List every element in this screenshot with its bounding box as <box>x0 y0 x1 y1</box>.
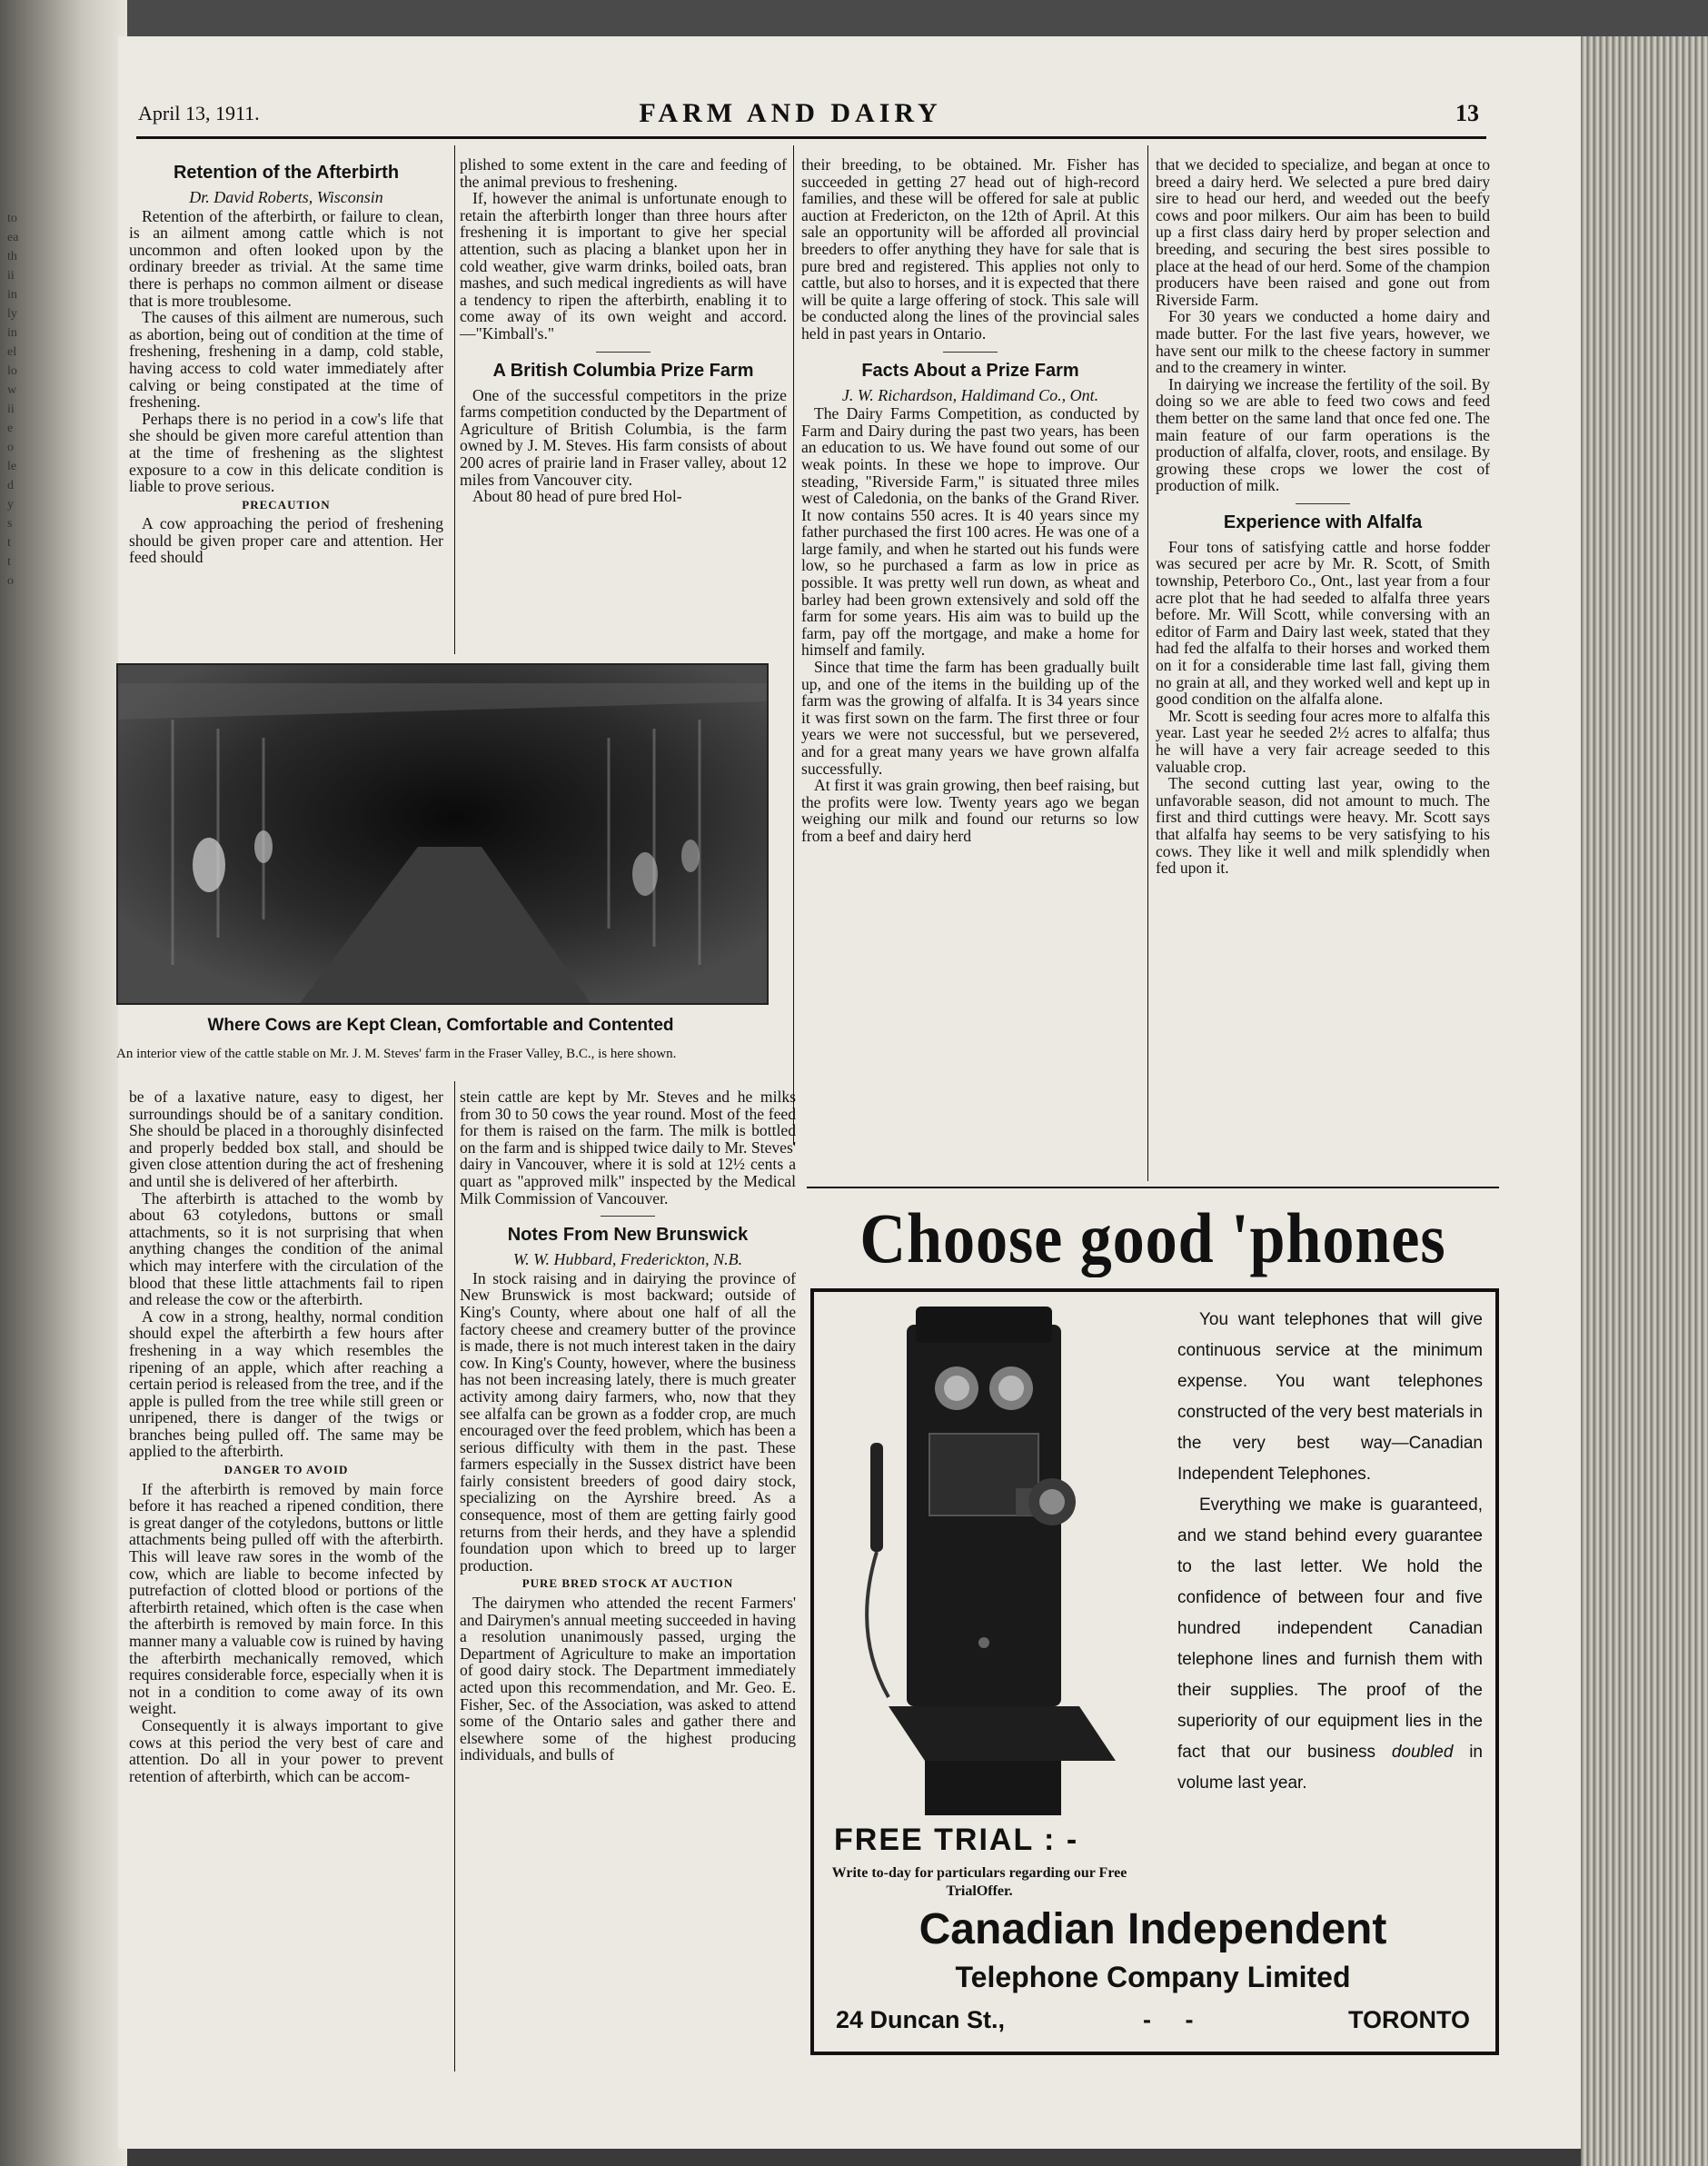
binding-margin-fragment: t <box>7 536 11 550</box>
paragraph: The causes of this ailment are numerous, such as abortion, being out of condition at the time of freshening, freshening in a damp, cold stable, having access to cold water immediately after calving or being constipated at the time of freshening. <box>129 308 443 412</box>
binding-margin-fragment: el <box>7 345 17 359</box>
issue-date: April 13, 1911. <box>138 102 260 124</box>
byline: W. W. Hubbard, Frederickton, N.B. <box>512 1250 743 1269</box>
company-name-line2: Telephone Company Limited <box>955 1961 1351 1993</box>
paragraph: Since that time the farm has been gradually built up, and one of the items in the building up of the farm was the growing of alfalfa. It is 34 years since it was first sown on the farm. The first three or four years we were not successful, but we persevered, and for a great many years we have grown alfalfa successfully. <box>801 658 1139 778</box>
photo-caption: An interior view of the cattle stable on Mr. J. M. Steves' farm in the Fraser Valley, B.C., is here shown. <box>116 1047 677 1061</box>
separator <box>943 352 998 353</box>
subheading: DANGER TO AVOID <box>223 1463 349 1477</box>
article-title: Retention of the Afterbirth <box>173 163 400 183</box>
stable-photo <box>116 663 769 1005</box>
paragraph: About 80 head of pure bred Hol- <box>472 487 682 506</box>
address-dashes: - - <box>1143 2006 1194 2033</box>
article-title: Notes From New Brunswick <box>507 1225 749 1246</box>
binding-margin-fragment: ea <box>7 231 19 244</box>
column-rule <box>454 1081 455 2072</box>
paragraph: If, however the animal is unfortunate enough to retain the afterbirth longer than three hours after freshening it is important to give her special attention, such as placing a blanket upon her in cold weather, give warm drinks, boiled oats, bran mashes, and such medical ingredients as will have a tendency to ripen the afterbirth, enabling it to come away of its own weight and accord.—"Kimball's." <box>460 189 787 343</box>
paragraph: The afterbirth is attached to the womb by about 63 cotyledons, buttons or small attachments, so it is not surprising that when anything changes the condition of the animal which may interfere with the circulation of the blood that these little attachments fail to ripen and release the cow or the afterbirth. <box>129 1188 443 1309</box>
article-afterbirth <box>129 156 443 566</box>
paragraph: One of the successful competitors in the prize farms competition conducted by the Department of Agriculture of British Columbia, is the farm owned by J. M. Steves. His farm consists of about 200 acres of prairie land in Fraser valley, about 12 miles from Vancouver city. <box>460 385 787 489</box>
stable-photo-image <box>118 665 767 1003</box>
binding-margin-fragment: th <box>7 250 17 263</box>
article-title: Experience with Alfalfa <box>1223 512 1423 532</box>
company-city: TORONTO <box>1347 2006 1470 2033</box>
column-rule <box>1147 145 1148 1181</box>
paragraph: A cow in a strong, healthy, normal condition should expel the afterbirth a few hours after freshening in a way which resembles the ripening of an apple, which after reaching a certain period is released from the tree, and if the apple is pulled from the tree while still green or unripened, there is danger of the twigs or branches being pulled off. The same may be applied to the afterbirth. <box>129 1307 443 1461</box>
company-address: 24 Duncan St., <box>836 2006 1006 2033</box>
header-rule <box>136 136 1486 139</box>
binding-margin-fragment: ly <box>7 307 17 321</box>
column-rule <box>454 145 455 654</box>
masthead-title: FARM AND DAIRY <box>639 98 942 128</box>
paragraph: At first it was grain growing, then beef raising, but the profits were low. Twenty years ago we began weighing our milk and found our returns so low from a beef and dairy herd <box>801 776 1139 845</box>
free-trial-label: FREE TRIAL : - <box>834 1823 1079 1857</box>
binding-margin-fragment: t <box>7 555 11 569</box>
binding-margin-fragment: o <box>7 574 14 588</box>
paragraph: The Dairy Farms Competition, as conducted by Farm and Dairy during the past two years, has been an education to us. We have found out some of our weak points. In these we hope to improve. Our steading, "Riverside Farm," is situated three miles west of Caledonia, on the banks of the Grand River. It now contains 550 acres. It is 40 years since my father purchased the first 100 acres. He was one of a large family, and when he started out his funds were low, so he purchased a farm as low in price as possible. It was pretty well run down, as wheat and barley had been grown extensively and sold off the farm for some years. His aim was to build up the farm, pay off the mortgage, and make a home for himself and family. <box>801 404 1139 660</box>
separator <box>601 1216 655 1217</box>
binding-margin-fragment: ii <box>7 402 15 416</box>
company-name: Canadian Independent <box>919 1905 1387 1953</box>
binding-margin-fragment: o <box>7 441 14 454</box>
paragraph: In dairying we increase the fertility of the soil. By doing so we are able to feed two cows and feed them better on the same land that once fed one. The main feature of our farm operations is the production of alfalfa, clover, roots, and ensilage. By growing these crops we lower the cost of production of milk. <box>1156 374 1490 495</box>
paragraph: be of a laxative nature, easy to digest, her surroundings should be of a sanitary condition. She should be placed in a thoroughly disinfected and properly bedded box stall, and should be given close attention during the act of freshening and until she is delivered of her afterbirth. <box>129 1088 443 1190</box>
binding-margin-text <box>7 209 33 591</box>
byline: J. W. Richardson, Haldimand Co., Ont. <box>841 385 1099 404</box>
paragraph: Consequently it is always important to give cows at this period the very best of care and attention. Do all in your power to prevent retention of afterbirth, which can be accom- <box>129 1715 443 1785</box>
paragraph: stein cattle are kept by Mr. Steves and he milks from 30 to 50 cows the year round. Most of the feed for them is raised on the farm. The milk is bottled on the farm and is shipped twice daily to Mr. Steves' dairy in Vancouver, where it is sold at 12½ cents a quart as "approved milk" inspected by the Medical Milk Commission of Vancouver. <box>460 1088 796 1207</box>
paragraph: In stock raising and in dairying the province of New Brunswick is most backward; outside of King's County, where about one half of all the factory cheese and creamery butter of the province is made, there is not much interest taken in the dairy cow. In King's County, however, where the business has not been increasing lately, there is much greater activity among dairy farmers, who, now that they see alfalfa can be grown as a fodder crop, are much encouraged over the feed problem, which has been a serious difficulty with them in the past. These farmers especially in the Sussex district have been fairly consistent breeders of good dairy stock, specializing on the Ayrshire breed. As a consequence, most of them are getting fairly good returns from their herds, and they have a splendid foundation upon which to breed up to larger production. <box>460 1268 796 1575</box>
photo-caption-title: Where Cows are Kept Clean, Comfortable and Contented <box>207 1016 674 1035</box>
separator <box>1296 503 1350 504</box>
ad-emphasis: doubled <box>1391 1743 1454 1762</box>
page-edges <box>1581 36 1708 2166</box>
binding-margin-fragment: to <box>7 212 17 225</box>
paragraph: If the afterbirth is removed by main force before it has reached a ripened condition, there is great danger of the cotyledons, buttons or little attachments being pulled off with the afterbirth. This will leave raw sores in the womb of the cow, which are liable to become infected by putrefaction of clotted blood or portions of the afterbirth retained, which often is the case when the afterbirth is removed by main force. In this manner many a valuable cow is ruined by having the afterbirth mechanically removed, which requires considerable force, especially when it is not in a condition to come away of its own weight. <box>129 1479 443 1718</box>
paragraph: The second cutting last year, owing to the unfavorable season, did not amount to much. The first and third cuttings were heavy. Mr. Scott says that alfalfa hay seems to be very satisfying to his cows. They like it well and milk splendidly when fed upon it. <box>1156 774 1490 878</box>
paragraph: Four tons of satisfying cattle and horse fodder was secured per acre by Mr. R. Scott, of Smith township, Peterboro Co., Ont., last year from a four acre plot that he had seeded to alfalfa three years before. Mr. Will Scott, while conversing with an editor of Farm and Dairy last week, stated that they had fed the alfalfa to their horses and worked them on it for a considerable time last fall, giving them no grain at all, and they worked well and kept up in good condition on the alfalfa alone. <box>1156 537 1490 709</box>
ad-paragraph <box>1177 1490 1483 1799</box>
page-number: 13 <box>1455 100 1479 126</box>
binding-margin-fragment: y <box>7 498 14 512</box>
binding-margin-fragment: le <box>7 460 17 473</box>
paragraph: Mr. Scott is seeding four acres more to alfalfa this year. Last year he seeded 2½ acres to alfalfa; thus he will have a very fair acreage seeded to this valuable crop. <box>1156 706 1490 776</box>
telephone-advertisement <box>807 1197 1499 2052</box>
paragraph: that we decided to specialize, and began at once to breed a dairy herd. We selected a pure bred dairy sire to head our herd, and weeded out the beefy cows and poor milkers. Our aim has been to build up a first class dairy herd by proper selection and breeding, and securing the best sires possible to place at the head of our herd. Some of the champion producers have been raised and gone out from Riverside Farm. <box>1156 155 1490 309</box>
column-rule <box>793 145 794 1145</box>
paragraph: Retention of the afterbirth, or failure to clean, is an ailment among cattle which is not uncommon and often looked upon by the ordinary breeder as trivial. At the same time there is perhaps no common ailment or disease that is more troublesome. <box>129 206 443 310</box>
paragraph: plished to some extent in the care and feeding of the animal previous to freshening. <box>460 155 787 191</box>
subheading: PURE BRED STOCK AT AUCTION <box>521 1576 734 1591</box>
paragraph: Perhaps there is no period in a cow's life that she should be given more careful attention than at the time of freshening as the slightest exposure to a cow in this delicate condition is liable to prove serious. <box>129 409 443 496</box>
ad-text: Everything we make is guaranteed, and we stand behind every guarantee to the last letter. We hold the confidence of between four and five hundred independent Canadian telephone lines and furnish them with their supplies. The proof of the superiority of our equipment lies in the fact that our business <box>1177 1495 1483 1762</box>
binding-margin-fragment: d <box>7 479 14 492</box>
ad-text: in volume last year. <box>1177 1743 1483 1793</box>
free-trial-offer: Write to-day for particulars regarding our Free TrialOffer. <box>831 1865 1127 1899</box>
article-prize-alfalfa <box>1156 156 1490 877</box>
binding-margin-fragment: in <box>7 288 17 302</box>
article-afterbirth-bottom <box>129 1088 443 1784</box>
article-title: A British Columbia Prize Farm <box>492 360 754 381</box>
book-binding <box>0 0 127 2166</box>
top-shadow <box>0 0 1708 38</box>
binding-margin-fragment: e <box>7 422 14 435</box>
ad-top-rule <box>807 1187 1499 1188</box>
paragraph: their breeding, to be obtained. Mr. Fisher has succeeded in getting 27 head out of high-record families, and these will be offered for sale at public auction at Fredericton, on the 12th of April. At this sale an opportunity will be afforded all provincial breeders to offer anything they have for sale that is pure bred and registered. This applies not only to cattle, but also to horses, and it is expected that there will be quite a large offering of stock. This sale will be conducted along the lines of the provincial sales held in past years in Ontario. <box>801 155 1139 343</box>
paragraph: For 30 years we conducted a home dairy and made butter. For the last five years, however, we have sent our milk to the cheese factory in summer and to the creamery in winter. <box>1156 307 1490 377</box>
wall-telephone-illustration <box>852 1307 1134 1824</box>
paragraph: A cow approaching the period of freshening should be given proper care and attention. Her feed should <box>129 514 443 567</box>
article-title: Facts About a Prize Farm <box>861 360 1079 381</box>
binding-margin-fragment: ii <box>7 269 15 283</box>
article-afterbirth-cont <box>460 156 787 505</box>
binding-margin-fragment: lo <box>7 364 17 378</box>
article-prize-farm <box>801 156 1139 845</box>
ad-headline: Choose good 'phones <box>859 1198 1446 1277</box>
binding-margin-fragment: w <box>7 383 17 397</box>
article-bc-nb <box>460 1088 796 1764</box>
byline: Dr. David Roberts, Wisconsin <box>189 188 383 206</box>
binding-margin-fragment: s <box>7 517 13 531</box>
ad-paragraph: You want telephones that will give continuous service at the minimum expense. You want telephones constructed of the very best materials in the very best way—Canadian Independent Telephones. <box>1177 1310 1483 1484</box>
binding-margin-fragment: in <box>7 326 17 340</box>
paragraph: The dairymen who attended the recent Farmers' and Dairymen's annual meeting succeeded in having a resolution unanimously passed, urging the Department of Agriculture to make an importation of good dairy stock. The Department immediately acted upon this recommendation, and Mr. Geo. E. Fisher, Sec. of the Association, was asked to attend some of the Ontario sales and gather there and elsewhere some of the highest producing individuals, and bulls of <box>460 1594 796 1764</box>
ad-body-text <box>1177 1305 1483 1799</box>
subheading: PRECAUTION <box>242 497 331 512</box>
separator <box>596 352 650 353</box>
